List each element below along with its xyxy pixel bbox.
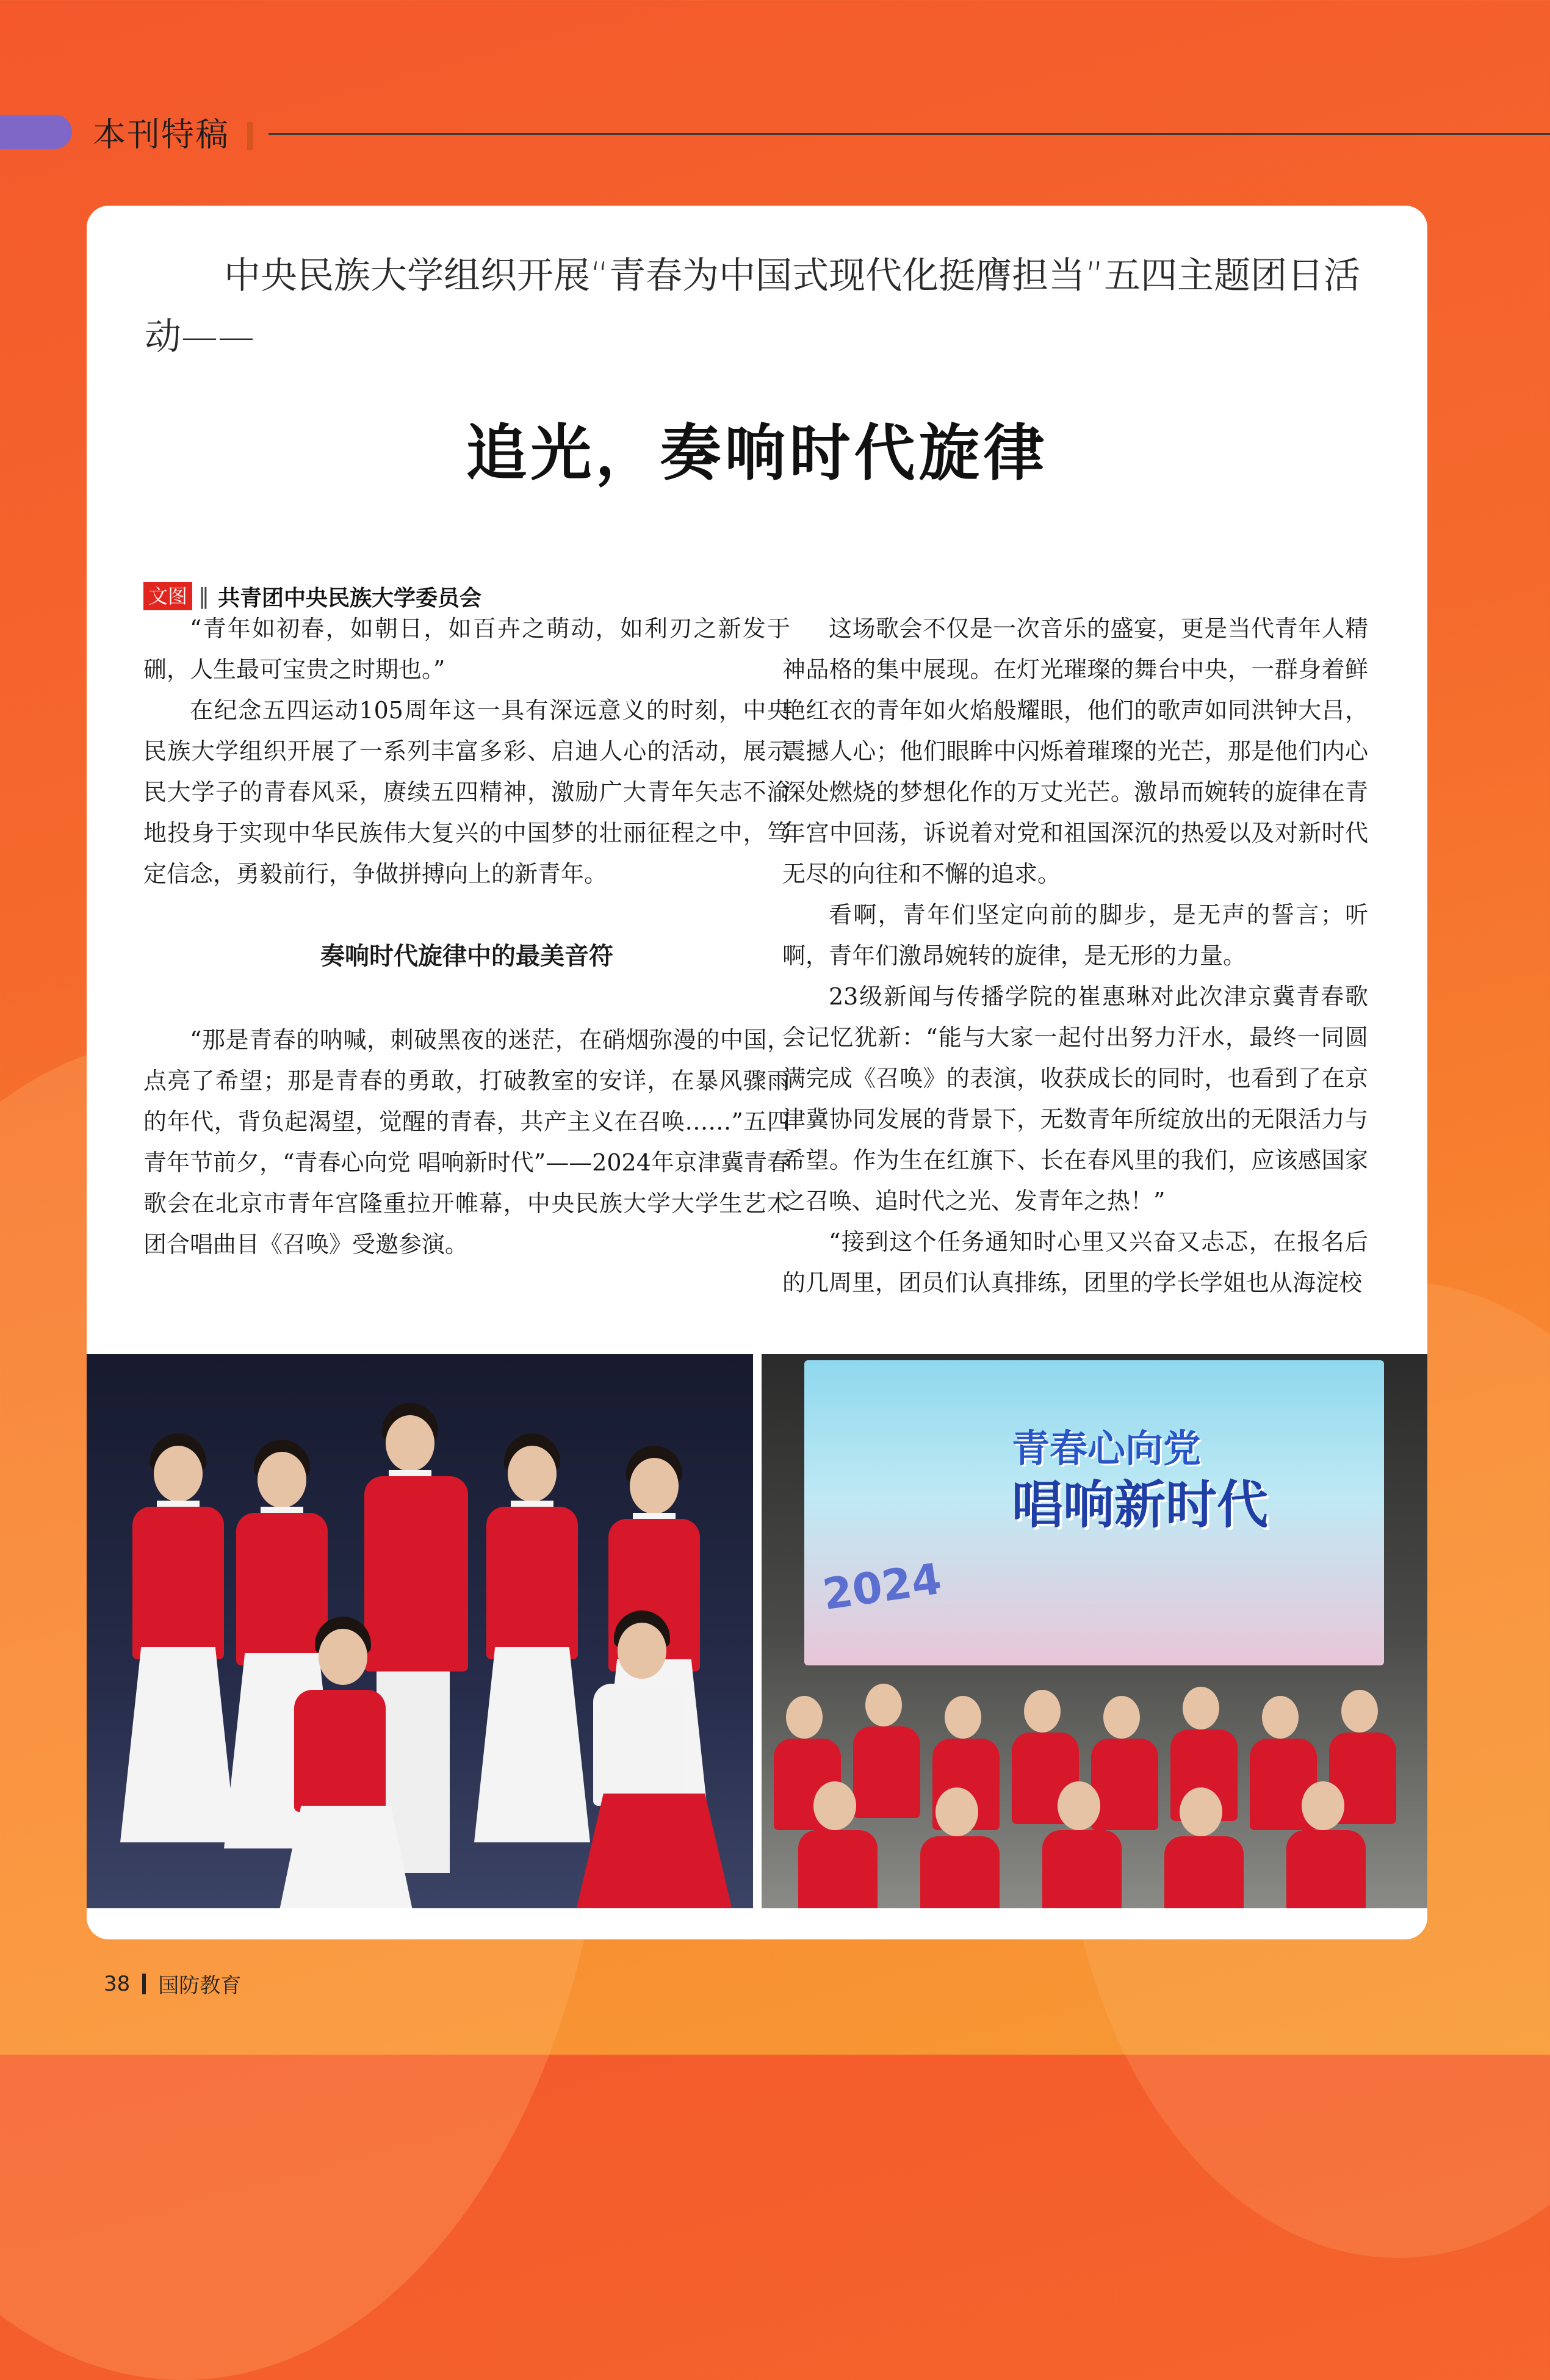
header-rule — [269, 133, 1550, 135]
footer-divider — [142, 1974, 146, 1994]
page-number: 38 — [104, 1971, 131, 1996]
byline-author: 共青团中央民族大学委员会 — [218, 585, 482, 611]
banner-line-2: 唱响新时代 — [1012, 1475, 1269, 1535]
paragraph: 这场歌会不仅是一次音乐的盛宴，更是当代青年人精神品格的集中展现。在灯光璀璨的舞台中央，一群身着鲜艳红衣的青年如火焰般耀眼，他们的歌声如同洪钟大吕，震撼人心；他们眼眸中闪烁着璀璨的光芒，那是他们内心深处燃烧的梦想化作的万丈光芒。激昂而婉转的旋律在青年宫中回荡，诉说着对党和祖国深沉的热爱以及对新时代无尽的向往和不懈的追求。 — [782, 615, 1368, 887]
section-header — [0, 98, 1550, 165]
section-pill-icon — [0, 115, 72, 149]
left-column — [143, 608, 790, 1265]
article-subtitle: 中央民族大学组织开展“青春为中国式现代化挺膺担当”五四主题团日活动—— — [145, 254, 1361, 358]
group-photo — [762, 1354, 1427, 1908]
paragraph: 看啊，青年们坚定向前的脚步，是无声的誓言；听啊，青年们激昂婉转的旋律，是无形的力量。 — [782, 901, 1368, 969]
magazine-name: 国防教育 — [158, 1974, 242, 1998]
paragraph: 23级新闻与传播学院的崔惠琳对此次津京冀青春歌会记忆犹新：“能与大家一起付出努力汗水，最终一同圆满完成《召唤》的表演，收获成长的同时，也看到了在京津冀协同发展的背景下，无数青年所绽放出的无限活力与希望。作为生在红旗下、长在春风里的我们，应该感国家之召唤、追时代之光、发青年之热！” — [782, 983, 1368, 1214]
banner-line-1: 青春心向党 — [1012, 1426, 1202, 1471]
article-title: 追光，奏响时代旋律 — [466, 417, 1048, 489]
page-footer — [104, 1969, 241, 1999]
byline — [143, 581, 481, 611]
section-heading: 奏响时代旋律中的最美音符 — [320, 942, 613, 970]
byline-tag: 文图 — [143, 582, 192, 610]
paragraph: “那是青春的呐喊，刺破黑夜的迷茫，在硝烟弥漫的中国，点亮了希望；那是青春的勇敢，打破教室的安详，在暴风骤雨的年代，背负起渴望，觉醒的青春，共产主义在召唤……”五四青年节前夕，“青春心向党 唱响新时代”——2024年京津冀青春歌会在北京市青年宫隆重拉开帷幕，中央民族大学大学生艺术团合唱曲目《召唤》受邀参演。 — [143, 1026, 790, 1258]
article-card — [87, 206, 1427, 1939]
section-title: 本刊特稿 — [93, 115, 229, 154]
paragraph: “接到这个任务通知时心里又兴奋又忐忑，在报名后的几周里，团员们认真排练，团里的学长学姐也从海淀校 — [782, 1228, 1368, 1296]
event-banner-screen — [804, 1360, 1384, 1665]
paragraph: 在纪念五四运动105周年这一具有深远意义的时刻，中央民族大学组织开展了一系列丰富多彩、启迪人心的活动，展示民大学子的青春风采，赓续五四精神，激励广大青年矢志不渝地投身于实现中华民族伟大复兴的中国梦的壮丽征程之中，笃定信念，勇毅前行，争做拼搏向上的新青年。 — [143, 697, 790, 887]
stage-performance-photo — [87, 1354, 753, 1908]
section-divider-bar — [247, 122, 253, 150]
byline-separator: ‖ — [198, 583, 210, 609]
banner-year: 2024 — [820, 1553, 945, 1620]
paragraph: “青年如初春，如朝日，如百卉之萌动，如利刃之新发于硎，人生最可宝贵之时期也。” — [143, 615, 790, 683]
